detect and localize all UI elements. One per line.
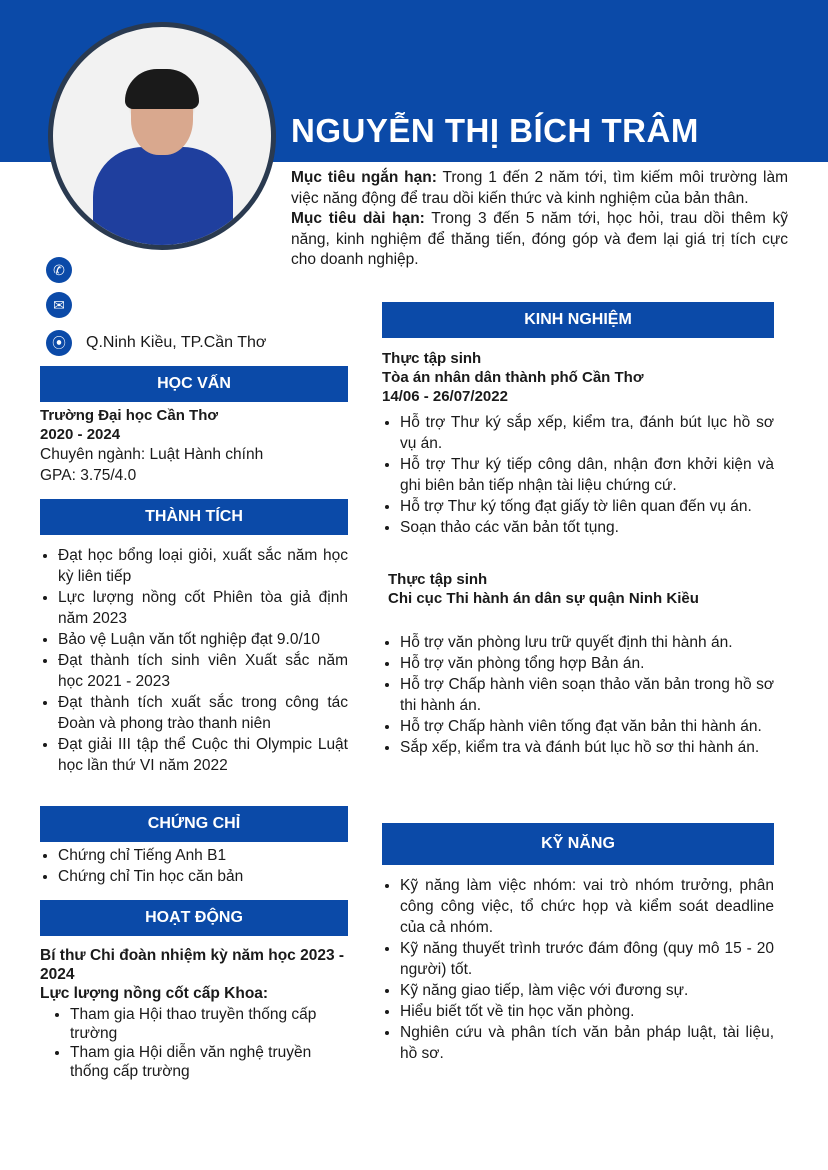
email-icon: ✉	[46, 292, 72, 318]
list-item: • Kỹ năng thuyết trình trước đám đông (quy mô 15 - 20 người) tốt.	[400, 938, 774, 980]
experience-header: KINH NGHIỆM	[382, 302, 774, 338]
gpa: GPA: 3.75/4.0	[40, 467, 137, 484]
certificates-header: CHỨNG CHỈ	[40, 806, 348, 842]
school-years: 2020 - 2024	[40, 426, 121, 443]
list-item: • Tham gia Hội diễn văn nghệ truyền thống cấp trường	[70, 1043, 348, 1081]
achievements-header: THÀNH TÍCH	[40, 499, 348, 535]
job-role: Thực tập sinh	[382, 350, 482, 367]
activities-header: HOẠT ĐỘNG	[40, 900, 348, 936]
school-name: Trường Đại học Cần Thơ	[40, 407, 219, 424]
list-item: • Nghiên cứu và phân tích văn bản pháp luật, tài liệu, hồ sơ.	[400, 1022, 774, 1064]
long-objective-text: Trong 3 đến 5 năm tới, học hỏi, trau dồi thêm kỹ năng, kinh nghiệm để thăng tiến, đóng góp và đem lại giá trị tích cực cho doanh nghiệp.	[291, 210, 789, 268]
list-item: • Kỹ năng làm việc nhóm: vai trò nhóm trưởng, phân công công việc, tổ chức họp và kiểm soát deadline của cả nhóm.	[400, 875, 774, 938]
education-header: HỌC VẤN	[40, 366, 348, 402]
list-item: • Bảo vệ Luận văn tốt nghiệp đạt 9.0/10	[58, 629, 348, 650]
list-item: • Hỗ trợ văn phòng tổng hợp Bản án.	[400, 653, 774, 674]
full-name: NGUYỄN THỊ BÍCH TRÂM	[291, 112, 699, 149]
list-item: • Hỗ trợ văn phòng lưu trữ quyết định thi hành án.	[400, 632, 774, 653]
job-org: Chi cục Thi hành án dân sự quận Ninh Kiều	[388, 590, 699, 607]
major: Chuyên ngành: Luật Hành chính	[40, 446, 264, 463]
contact-email	[46, 292, 72, 318]
achievements-list	[40, 545, 348, 776]
skills-header: KỸ NĂNG	[382, 823, 774, 865]
list-item: • Hỗ trợ Thư ký sắp xếp, kiểm tra, đánh bút lục hồ sơ vụ án.	[400, 412, 774, 454]
activities-block	[40, 946, 348, 1081]
list-item: • Hỗ trợ Thư ký tống đạt giấy tờ liên quan đến vụ án.	[400, 496, 774, 517]
phone-icon: ✆	[46, 257, 72, 283]
job-1	[382, 349, 774, 538]
activity-role: Bí thư Chi đoàn nhiệm kỳ năm học 2023 - 2024	[40, 947, 345, 983]
skills-list	[382, 875, 774, 1064]
job-org: Tòa án nhân dân thành phố Cần Thơ	[382, 369, 644, 386]
profile-photo	[48, 22, 276, 250]
list-item: • Đạt thành tích sinh viên Xuất sắc năm học 2021 - 2023	[58, 650, 348, 692]
job-role: Thực tập sinh	[388, 571, 488, 588]
short-objective-text: Trong 1 đến 2 năm tới, tìm kiếm môi trường làm việc năng động để trau dồi kiến thức và kinh nghiệm của bản thân.	[291, 169, 789, 207]
list-item: • Đạt thành tích xuất sắc trong công tác Đoàn và phong trào thanh niên	[58, 692, 348, 734]
list-item: • Đạt giải III tập thể Cuộc thi Olympic Luật học lần thứ VI năm 2022	[58, 734, 348, 776]
list-item: • Sắp xếp, kiểm tra và đánh bút lục hồ sơ thi hành án.	[400, 737, 774, 758]
address-text: Q.Ninh Kiều, TP.Cần Thơ	[86, 334, 267, 351]
list-item: • Hiểu biết tốt về tin học văn phòng.	[400, 1001, 774, 1022]
contact-phone	[46, 257, 72, 283]
certificates-list	[40, 845, 348, 887]
contact-address	[46, 330, 266, 356]
activity-role: Lực lượng nồng cốt cấp Khoa:	[40, 985, 269, 1002]
list-item: • Hỗ trợ Chấp hành viên tống đạt văn bản thi hành án.	[400, 716, 774, 737]
job-2	[382, 570, 774, 758]
list-item: • Hỗ trợ Chấp hành viên soạn thảo văn bản trong hồ sơ thi hành án.	[400, 674, 774, 716]
list-item: • Soạn thảo các văn bản tốt tụng.	[400, 517, 774, 538]
location-pin-icon: ⦿	[46, 330, 72, 356]
career-objectives	[291, 168, 788, 271]
list-item: • Lực lượng nồng cốt Phiên tòa giả định năm 2023	[58, 587, 348, 629]
list-item: • Kỹ năng giao tiếp, làm việc với đương sự.	[400, 980, 774, 1001]
list-item: • Chứng chỉ Tiếng Anh B1	[58, 845, 348, 866]
list-item: • Tham gia Hội thao truyền thống cấp trường	[70, 1005, 348, 1043]
list-item: • Chứng chỉ Tin học căn bản	[58, 866, 348, 887]
list-item: • Đạt học bổng loại giỏi, xuất sắc năm học kỳ liên tiếp	[58, 545, 348, 587]
job-dates: 14/06 - 26/07/2022	[382, 388, 508, 405]
list-item: • Hỗ trợ Thư ký tiếp công dân, nhận đơn khởi kiện và ghi biên bản tiếp nhận tài liệu chứng cứ.	[400, 454, 774, 496]
education-block	[40, 406, 348, 486]
long-objective-label: Mục tiêu dài hạn:	[291, 210, 425, 227]
short-objective-label: Mục tiêu ngắn hạn:	[291, 169, 437, 186]
